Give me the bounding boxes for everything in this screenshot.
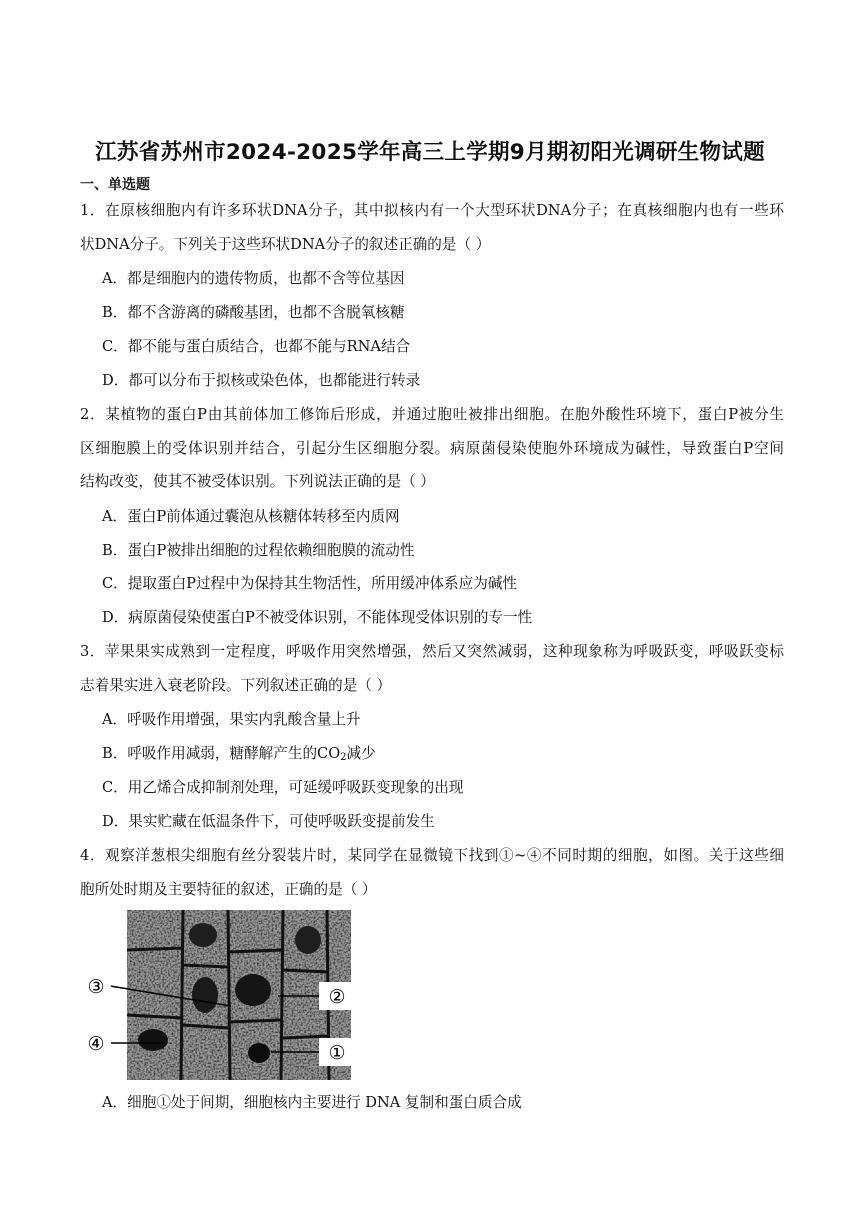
document-title: 江苏省苏州市2024-2025学年高三上学期9月期初阳光调研生物试题 [95,140,765,165]
q3-option-a: A．呼吸作用增强，果实内乳酸含量上升 [102,711,361,728]
micrograph-figure [83,910,351,1080]
q3-stem-line-2: 志着果实进入衰老阶段。下列叙述正确的是（ ） [80,677,392,694]
q4-option-a: A．细胞①处于间期，细胞核内主要进行 DNA 复制和蛋白质合成 [102,1094,522,1111]
q2-stem-line-3: 结构改变，使其不被受体识别。下列说法正确的是（ ） [80,473,435,490]
q1-stem-line-1: 1．在原核细胞内有许多环状DNA分子，其中拟核内有一个大型环状DNA分子；在真核细胞内也有一些环 [80,202,784,219]
figure-label-1: ① [328,1042,346,1064]
q1-option-b: B．都不含游离的磷酸基团，也都不含脱氧核糖 [102,304,405,321]
micrograph-image [83,910,351,1080]
q2-option-c: C．提取蛋白P过程中为保持其生物活性，所用缓冲体系应为碱性 [102,575,518,592]
q2-option-a: A．蛋白P前体通过囊泡从核糖体转移至内质网 [102,508,400,525]
q3-stem-line-1: 3．苹果果实成熟到一定程度，呼吸作用突然增强，然后又突然减弱，这种现象称为呼吸跃变，呼吸跃变标 [80,643,784,660]
q2-option-d: D．病原菌侵染使蛋白P不被受体识别，不能体现受体识别的专一性 [102,609,533,626]
q3-option-b-tail: 减少 [346,745,376,762]
figure-label-2: ② [328,986,346,1008]
figure-label-4: ④ [87,1033,105,1055]
q4-stem-line-2: 胞所处时期及主要特征的叙述，正确的是（ ） [80,881,377,898]
figure-label-3: ③ [87,976,105,998]
q1-option-a: A．都是细胞内的遗传物质，也都不含等位基因 [102,270,405,287]
q3-option-b-text: B．呼吸作用减弱，糖酵解产生的CO [102,745,341,762]
q3-option-d: D．果实贮藏在低温条件下，可使呼吸跃变提前发生 [102,813,435,830]
q3-option-c: C．用乙烯合成抑制剂处理，可延缓呼吸跃变现象的出现 [102,779,464,796]
q3-option-b [102,744,376,768]
q1-stem-line-2: 状DNA分子。下列关于这些环状DNA分子的叙述正确的是（ ） [80,236,491,253]
q1-option-c: C．都不能与蛋白质结合，也都不能与RNA结合 [102,338,411,355]
q3-option-b-subscript: 2 [340,752,347,763]
q4-stem-line-1: 4．观察洋葱根尖细胞有丝分裂装片时，某同学在显微镜下找到①~④不同时期的细胞，如图。关于这些细 [80,847,784,864]
q2-stem-line-2: 区细胞膜上的受体识别并结合，引起分生区细胞分裂。病原菌侵染使胞外环境成为碱性，导致蛋白P空间 [80,440,784,457]
q2-stem-line-1: 2．某植物的蛋白P由其前体加工修饰后形成，并通过胞吐被排出细胞。在胞外酸性环境下，蛋白P被分生 [80,406,784,423]
section-heading: 一、单选题 [80,177,150,193]
q2-option-b: B．蛋白P被排出细胞的过程依赖细胞膜的流动性 [102,542,415,559]
q1-option-d: D．都可以分布于拟核或染色体，也都能进行转录 [102,372,421,389]
